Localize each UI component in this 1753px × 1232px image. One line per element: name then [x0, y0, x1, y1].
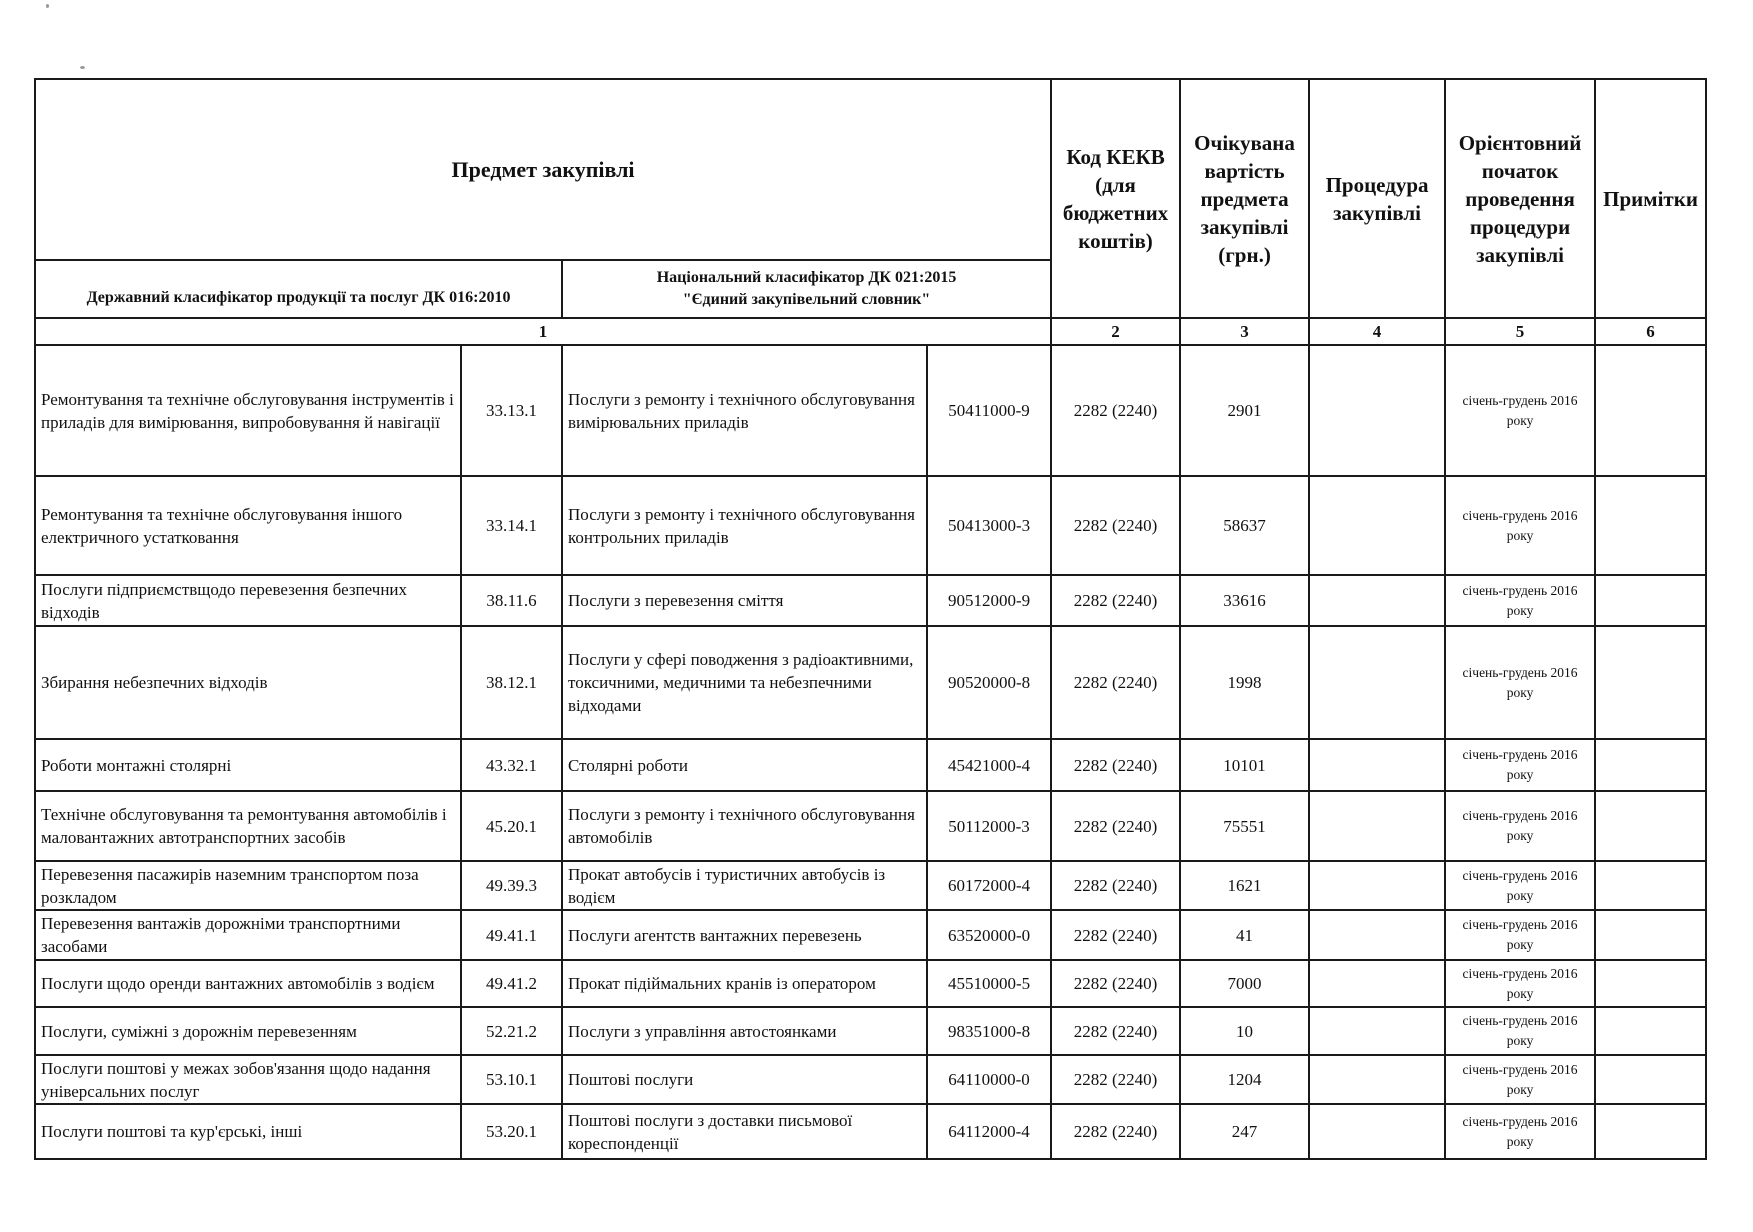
row-period: січень-грудень 2016 року — [1445, 1007, 1595, 1055]
header-kekv: Код КЕКВ (для бюджетних коштів) — [1051, 79, 1180, 318]
row-notes — [1595, 1104, 1706, 1159]
row-kekv: 2282 (2240) — [1051, 1055, 1180, 1104]
row-name: Послуги підприємствщодо перевезення безпечних відходів — [35, 575, 461, 626]
row-procedure — [1309, 791, 1445, 861]
row-name: Збирання небезпечних відходів — [35, 626, 461, 739]
row-cost: 33616 — [1180, 575, 1309, 626]
row-dk016-code: 38.12.1 — [461, 626, 562, 739]
row-procedure — [1309, 575, 1445, 626]
row-notes — [1595, 345, 1706, 476]
row-cpv-name: Прокат підіймальних кранів із оператором — [562, 960, 927, 1007]
table-row — [35, 739, 1706, 791]
row-dk016-code: 33.14.1 — [461, 476, 562, 575]
row-cpv-code: 50411000-9 — [927, 345, 1051, 476]
row-cpv-name: Послуги агентств вантажних перевезень — [562, 910, 927, 960]
row-cpv-name: Поштові послуги — [562, 1055, 927, 1104]
row-notes — [1595, 1007, 1706, 1055]
row-cpv-name: Послуги з перевезення сміття — [562, 575, 927, 626]
scan-speck — [46, 4, 49, 8]
header-procedure: Процедура закупівлі — [1309, 79, 1445, 318]
row-period: січень-грудень 2016 року — [1445, 345, 1595, 476]
row-period: січень-грудень 2016 року — [1445, 861, 1595, 910]
column-number: 2 — [1051, 318, 1180, 345]
row-procedure — [1309, 1055, 1445, 1104]
row-procedure — [1309, 626, 1445, 739]
row-name: Послуги щодо оренди вантажних автомобілів з водієм — [35, 960, 461, 1007]
row-cpv-code: 45421000-4 — [927, 739, 1051, 791]
row-procedure — [1309, 1007, 1445, 1055]
row-notes — [1595, 910, 1706, 960]
column-number: 5 — [1445, 318, 1595, 345]
table-row — [35, 1104, 1706, 1159]
row-cpv-code: 45510000-5 — [927, 960, 1051, 1007]
row-cpv-name: Послуги з ремонту і технічного обслуговування контрольних приладів — [562, 476, 927, 575]
header-expected-cost: Очікувана вартість предмета закупівлі (грн.) — [1180, 79, 1309, 318]
row-dk016-code: 49.39.3 — [461, 861, 562, 910]
row-cpv-name: Столярні роботи — [562, 739, 927, 791]
row-notes — [1595, 476, 1706, 575]
row-period: січень-грудень 2016 року — [1445, 476, 1595, 575]
row-name: Ремонтування та технічне обслуговування інструментів і приладів для вимірювання, випробовування й навігації — [35, 345, 461, 476]
table-row — [35, 626, 1706, 739]
row-kekv: 2282 (2240) — [1051, 960, 1180, 1007]
row-kekv: 2282 (2240) — [1051, 1007, 1180, 1055]
header-subject: Предмет закупівлі — [35, 79, 1051, 260]
row-cpv-code: 63520000-0 — [927, 910, 1051, 960]
row-cpv-code: 50413000-3 — [927, 476, 1051, 575]
header-dk021 — [562, 260, 1051, 318]
row-period: січень-грудень 2016 року — [1445, 626, 1595, 739]
row-procedure — [1309, 739, 1445, 791]
row-cost: 41 — [1180, 910, 1309, 960]
row-cost: 7000 — [1180, 960, 1309, 1007]
row-procedure — [1309, 960, 1445, 1007]
row-cost: 1204 — [1180, 1055, 1309, 1104]
header-dk021-line2: "Єдиний закупівельний словник" — [682, 291, 931, 308]
row-notes — [1595, 791, 1706, 861]
row-kekv: 2282 (2240) — [1051, 791, 1180, 861]
row-cost: 75551 — [1180, 791, 1309, 861]
row-notes — [1595, 861, 1706, 910]
column-number: 6 — [1595, 318, 1706, 345]
row-notes — [1595, 739, 1706, 791]
row-notes — [1595, 626, 1706, 739]
table-row — [35, 1055, 1706, 1104]
row-kekv: 2282 (2240) — [1051, 626, 1180, 739]
row-name: Ремонтування та технічне обслуговування іншого електричного устатковання — [35, 476, 461, 575]
row-cpv-name: Послуги з управління автостоянками — [562, 1007, 927, 1055]
row-dk016-code: 38.11.6 — [461, 575, 562, 626]
row-dk016-code: 45.20.1 — [461, 791, 562, 861]
table-row — [35, 476, 1706, 575]
row-cost: 1621 — [1180, 861, 1309, 910]
row-dk016-code: 49.41.1 — [461, 910, 562, 960]
row-kekv: 2282 (2240) — [1051, 575, 1180, 626]
row-period: січень-грудень 2016 року — [1445, 910, 1595, 960]
row-name: Послуги поштові та кур'єрські, інші — [35, 1104, 461, 1159]
row-cpv-name: Прокат автобусів і туристичних автобусів із водієм — [562, 861, 927, 910]
row-period: січень-грудень 2016 року — [1445, 791, 1595, 861]
row-name: Технічне обслуговування та ремонтування автомобілів і маловантажних автотранспортних засобів — [35, 791, 461, 861]
row-procedure — [1309, 1104, 1445, 1159]
row-cpv-code: 64112000-4 — [927, 1104, 1051, 1159]
row-cpv-name: Послуги з ремонту і технічного обслуговування автомобілів — [562, 791, 927, 861]
row-notes — [1595, 1055, 1706, 1104]
table-row — [35, 861, 1706, 910]
row-notes — [1595, 575, 1706, 626]
row-procedure — [1309, 861, 1445, 910]
header-dk021-line1: Національний класифікатор ДК 021:2015 — [656, 269, 957, 286]
row-procedure — [1309, 910, 1445, 960]
row-cpv-code: 60172000-4 — [927, 861, 1051, 910]
table-row — [35, 910, 1706, 960]
row-period: січень-грудень 2016 року — [1445, 575, 1595, 626]
row-period: січень-грудень 2016 року — [1445, 1104, 1595, 1159]
row-cpv-name: Поштові послуги з доставки письмової кореспонденції — [562, 1104, 927, 1159]
row-dk016-code: 49.41.2 — [461, 960, 562, 1007]
row-dk016-code: 53.10.1 — [461, 1055, 562, 1104]
row-cpv-code: 98351000-8 — [927, 1007, 1051, 1055]
table-row — [35, 345, 1706, 476]
row-name: Послуги поштові у межах зобов'язання щодо надання універсальних послуг — [35, 1055, 461, 1104]
row-name: Роботи монтажні столярні — [35, 739, 461, 791]
row-cpv-name: Послуги у сфері поводження з радіоактивними, токсичними, медичними та небезпечними відходами — [562, 626, 927, 739]
row-cpv-code: 90512000-9 — [927, 575, 1051, 626]
column-number: 3 — [1180, 318, 1309, 345]
row-procedure — [1309, 345, 1445, 476]
procurement-plan-table — [34, 78, 1707, 1160]
row-name: Перевезення вантажів дорожніми транспортними засобами — [35, 910, 461, 960]
row-dk016-code: 52.21.2 — [461, 1007, 562, 1055]
column-number: 1 — [35, 318, 1051, 345]
table-row — [35, 791, 1706, 861]
row-kekv: 2282 (2240) — [1051, 739, 1180, 791]
row-kekv: 2282 (2240) — [1051, 345, 1180, 476]
row-dk016-code: 33.13.1 — [461, 345, 562, 476]
row-cost: 2901 — [1180, 345, 1309, 476]
header-notes: Примітки — [1595, 79, 1706, 318]
row-cpv-code: 64110000-0 — [927, 1055, 1051, 1104]
row-notes — [1595, 960, 1706, 1007]
row-kekv: 2282 (2240) — [1051, 910, 1180, 960]
row-kekv: 2282 (2240) — [1051, 861, 1180, 910]
row-name: Перевезення пасажирів наземним транспортом поза розкладом — [35, 861, 461, 910]
row-name: Послуги, суміжні з дорожнім перевезенням — [35, 1007, 461, 1055]
row-dk016-code: 43.32.1 — [461, 739, 562, 791]
row-cost: 10101 — [1180, 739, 1309, 791]
header-dk016: Державний класифікатор продукції та послуг ДК 016:2010 — [35, 260, 562, 318]
header-start: Орієнтовний початок проведення процедури закупівлі — [1445, 79, 1595, 318]
row-cost: 58637 — [1180, 476, 1309, 575]
row-cost: 10 — [1180, 1007, 1309, 1055]
row-cpv-code: 90520000-8 — [927, 626, 1051, 739]
column-number: 4 — [1309, 318, 1445, 345]
table-row — [35, 575, 1706, 626]
row-period: січень-грудень 2016 року — [1445, 1055, 1595, 1104]
row-period: січень-грудень 2016 року — [1445, 739, 1595, 791]
row-cpv-code: 50112000-3 — [927, 791, 1051, 861]
scan-speck — [80, 66, 85, 69]
row-kekv: 2282 (2240) — [1051, 1104, 1180, 1159]
row-kekv: 2282 (2240) — [1051, 476, 1180, 575]
table-row — [35, 960, 1706, 1007]
row-dk016-code: 53.20.1 — [461, 1104, 562, 1159]
row-procedure — [1309, 476, 1445, 575]
row-cpv-name: Послуги з ремонту і технічного обслуговування вимірювальних приладів — [562, 345, 927, 476]
row-period: січень-грудень 2016 року — [1445, 960, 1595, 1007]
row-cost: 247 — [1180, 1104, 1309, 1159]
row-cost: 1998 — [1180, 626, 1309, 739]
table-row — [35, 1007, 1706, 1055]
